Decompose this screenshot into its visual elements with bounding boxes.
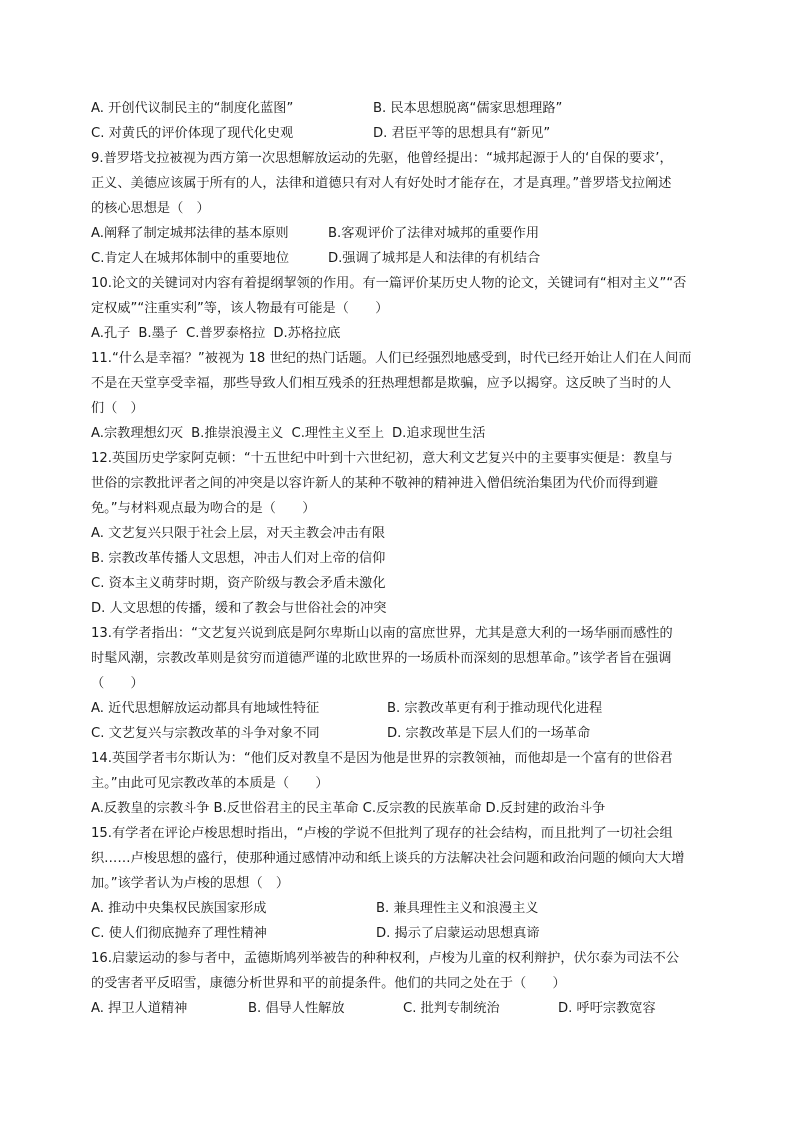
q14-option-c: C.反宗教的民族革命 [362, 801, 482, 816]
q10-stem-line-1: 10.论文的关键词对内容有着提纲挈领的作用。有一篇评价某历史人物的论文，关键词有“相对主义”“否 [91, 276, 687, 291]
q11-option-b: B.推崇浪漫主义 [191, 426, 284, 441]
q8-options-row-1 [91, 96, 715, 121]
q9-option-b: B.客观评价了法律对城邦的重要作用 [328, 226, 540, 241]
q12-option-c: C. 资本主义萌芽时期，资产阶级与教会矛盾未激化 [91, 576, 386, 591]
q13-stem-line-3: （ ） [91, 676, 144, 691]
q8-option-a: A. 开创代议制民主的“制度化蓝图” [91, 101, 294, 116]
q9-stem-line-2: 正义、美德应该属于所有的人，法律和道德只有对人有好处时才能存在，才是真理。”普罗塔戈拉阐述 [91, 176, 672, 191]
q10-option-b: B.墨子 [138, 326, 178, 341]
q16-stem-line-2: 的受害者平反昭雪，康德分析世界和平的前提条件。他们的共同之处在于（ ） [91, 976, 566, 991]
q10-option-c: C.普罗泰格拉 [185, 326, 266, 341]
q8-options-row-2 [91, 121, 715, 146]
q12-stem-line-2: 世俗的宗教批评者之间的冲突是以容许新人的某种不敬神的精神进入僧侣统治集团为代价而得到避 [91, 476, 659, 491]
q10-options [91, 321, 715, 346]
q8-option-b: B. 民本思想脱离“儒家思想理路” [373, 101, 563, 116]
q14-option-a: A.反教皇的宗教斗争 [91, 801, 210, 816]
q16-option-c: C. 批判专制统治 [403, 1001, 500, 1016]
q15-option-d: D. 揭示了启蒙运动思想真谛 [376, 926, 540, 941]
q15-option-c: C. 使人们彻底抛弃了理性精神 [91, 926, 267, 941]
q13-stem-line-1: 13.有学者指出：“文艺复兴说到底是阿尔卑斯山以南的富庶世界，尤其是意大利的一场华丽而感性的 [91, 626, 673, 641]
q15-stem-line-1: 15.有学者在评论卢梭思想时指出，“卢梭的学说不但批判了现存的社会结构，而且批判了一切社会组 [91, 826, 673, 841]
q15-stem-line-3: 加。”该学者认为卢梭的思想（ ） [91, 876, 290, 891]
q14-stem-line-2: 主。”由此可见宗教改革的本质是（ ） [91, 776, 329, 791]
q8-option-c: C. 对黄氏的评价体现了现代化史观 [91, 126, 294, 141]
q14-stem-line-1: 14.英国学者韦尔斯认为：“他们反对教皇不是因为他是世界的宗教领袖，而他却是一个富有的世俗君 [91, 751, 673, 766]
q13-options-row-1 [91, 696, 715, 721]
exam-page [91, 96, 715, 1021]
q11-stem-line-1: 11.“什么是幸福？”被视为 18 世纪的热门话题。人们已经强烈地感受到，时代已经开始让人们在人间而 [91, 351, 692, 366]
q13-stem-line-2: 时髦风潮，宗教改革则是贫穷而道德严谨的北欧世界的一场质朴而深刻的思想革命。”该学者旨在强调 [91, 651, 672, 666]
q9-option-a: A.阐释了制定城邦法律的基本原则 [91, 226, 289, 241]
q11-stem-line-2: 不是在天堂享受幸福，那些导致人们相互残杀的狂热理想都是欺骗，应予以揭穿。这反映了当时的人 [91, 376, 672, 391]
q10-option-d: D.苏格拉底 [273, 326, 341, 341]
q16-option-b: B. 倡导人性解放 [248, 1001, 345, 1016]
q9-option-d: D.强调了城邦是人和法律的有机结合 [328, 251, 541, 266]
q12-option-d: D. 人文思想的传播，缓和了教会与世俗社会的冲突 [91, 601, 387, 616]
q15-option-b: B. 兼具理性主义和浪漫主义 [376, 901, 539, 916]
q10-stem-line-2: 定权威”“注重实利”等，该人物最有可能是（ ） [91, 301, 389, 316]
q15-options-row-1 [91, 896, 715, 921]
q12-stem-line-1: 12.英国历史学家阿克顿：“十五世纪中叶到十六世纪初，意大利文艺复兴中的主要事实便是：教皇与 [91, 451, 673, 466]
q15-stem-line-2: 织……卢梭思想的盛行，使那种通过感情冲动和纸上谈兵的方法解决社会问题和政治问题的倾向大大增 [91, 851, 685, 866]
q13-option-a: A. 近代思想解放运动都具有地域性特征 [91, 701, 320, 716]
q14-option-d: D.反封建的政治斗争 [485, 801, 606, 816]
q9-stem-line-1: 9.普罗塔戈拉被视为西方第一次思想解放运动的先驱，他曾经提出：“城邦起源于人的‘自保的要求’， [91, 151, 673, 166]
q15-options-row-2 [91, 921, 715, 946]
q9-options-row-2 [91, 246, 715, 271]
q13-options-row-2 [91, 721, 715, 746]
q14-options [91, 796, 715, 821]
q9-options-row-1 [91, 221, 715, 246]
q11-option-a: A.宗教理想幻灭 [91, 426, 184, 441]
q12-option-a: A. 文艺复兴只限于社会上层，对天主教会冲击有限 [91, 526, 386, 541]
q11-stem-line-3: 们（ ） [91, 401, 144, 416]
q9-option-c: C.肯定人在城邦体制中的重要地位 [91, 251, 290, 266]
q16-option-d: D. 呼吁宗教宽容 [558, 1001, 656, 1016]
q11-options [91, 421, 715, 446]
q16-stem-line-1: 16.启蒙运动的参与者中，孟德斯鸠列举被告的种种权利，卢梭为儿童的权利辩护，伏尔泰为司法不公 [91, 951, 680, 966]
q12-option-b: B. 宗教改革传播人文思想，冲击人们对上帝的信仰 [91, 551, 386, 566]
q11-option-c: C.理性主义至上 [291, 426, 385, 441]
q10-option-a: A.孔子 [91, 326, 131, 341]
q13-option-c: C. 文艺复兴与宗教改革的斗争对象不同 [91, 726, 320, 741]
q9-stem-line-3: 的核心思想是（ ） [91, 201, 210, 216]
q13-option-b: B. 宗教改革更有利于推动现代化进程 [387, 701, 603, 716]
q14-option-b: B.反世俗君主的民主革命 [213, 801, 359, 816]
q11-option-d: D.追求现世生活 [392, 426, 486, 441]
q16-options [91, 996, 715, 1021]
q8-option-d: D. 君臣平等的思想具有“新见” [373, 126, 551, 141]
q13-option-d: D. 宗教改革是下层人们的一场革命 [387, 726, 591, 741]
q15-option-a: A. 推动中央集权民族国家形成 [91, 901, 267, 916]
q16-option-a: A. 捍卫人道精神 [91, 1001, 188, 1016]
q12-stem-line-3: 免。”与材料观点最为吻合的是（ ） [91, 501, 316, 516]
